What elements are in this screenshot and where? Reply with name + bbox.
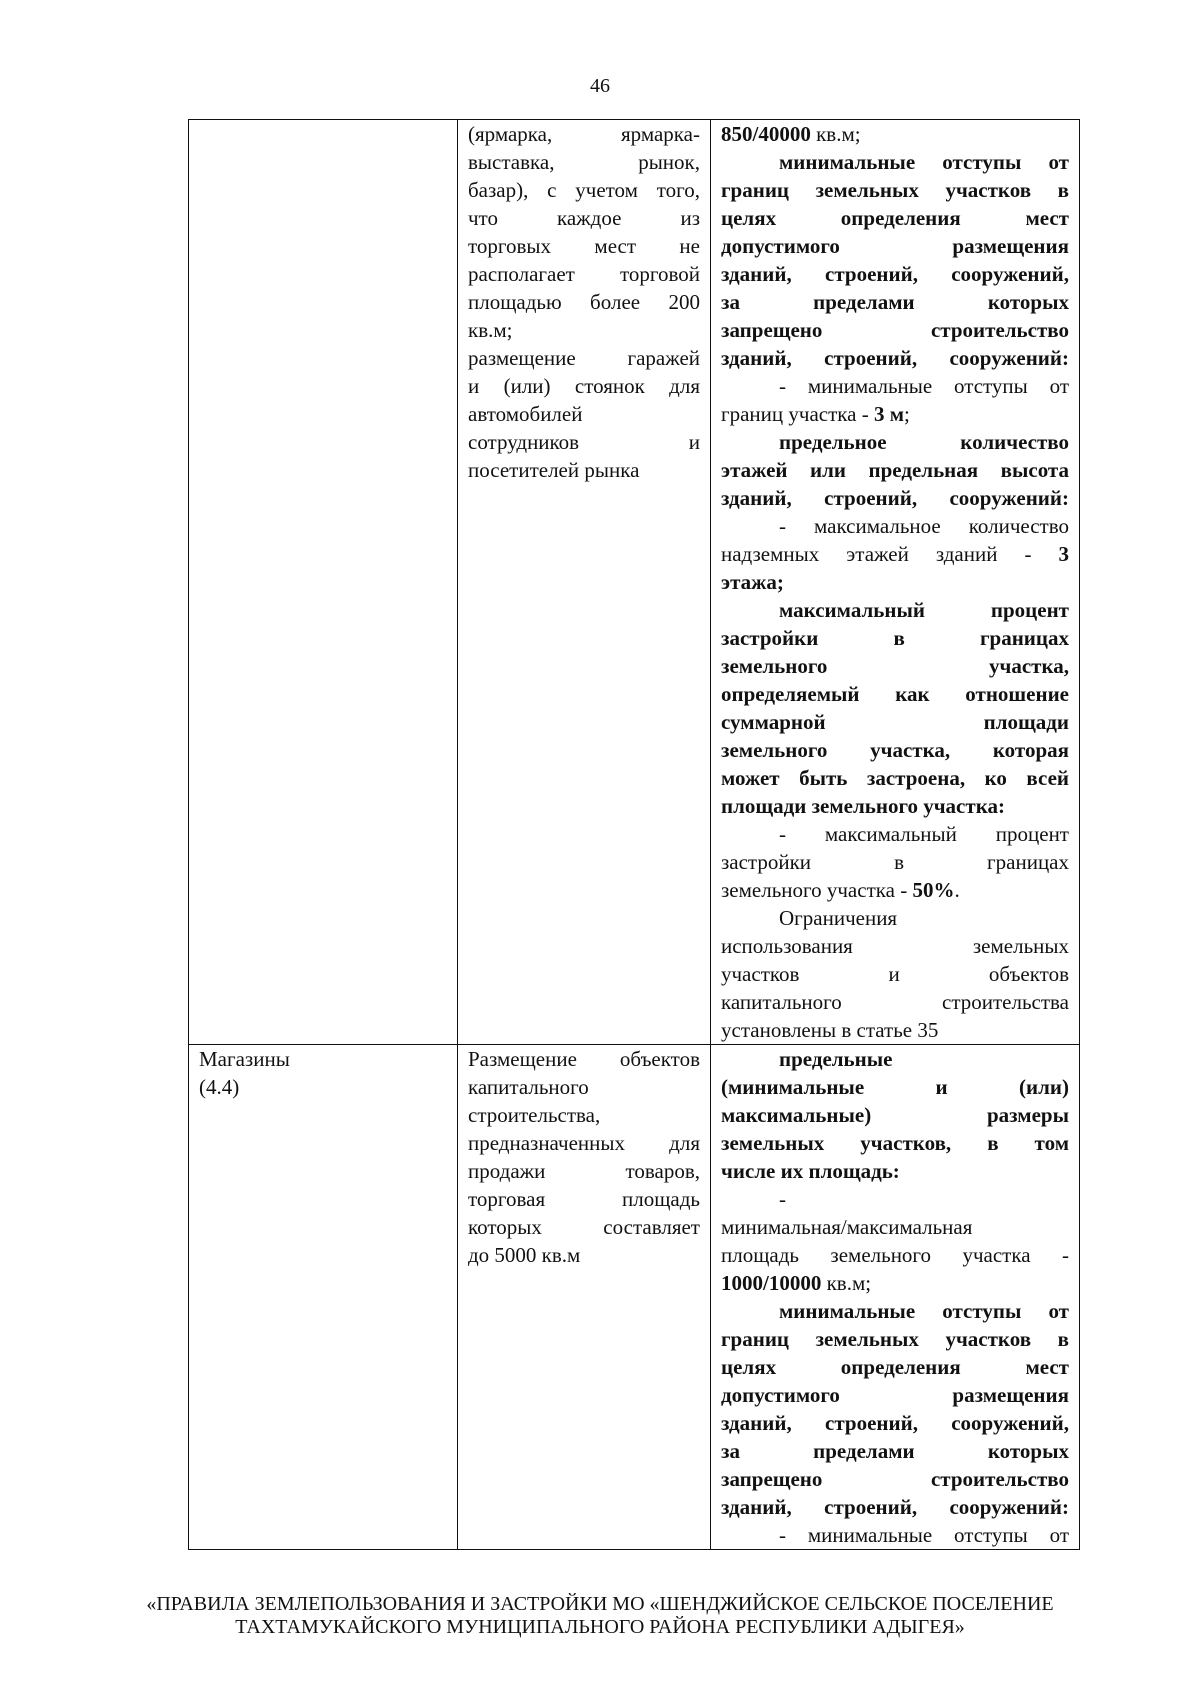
use-description-cell xyxy=(458,1045,711,1550)
text-line xyxy=(721,1045,1069,1073)
text-line: торговая площадь xyxy=(468,1187,700,1211)
text-line xyxy=(721,512,1069,540)
bold-text: застройки в границах xyxy=(721,626,1069,650)
text-line xyxy=(721,1465,1069,1493)
parameters-cell xyxy=(711,1045,1080,1550)
bold-text: допустимого размещения xyxy=(721,234,1069,258)
text-line: располагает торговой xyxy=(468,262,700,286)
text-line xyxy=(721,736,1069,764)
page-number: 46 xyxy=(590,75,610,97)
text-line xyxy=(721,1185,1069,1213)
bold-text: допустимого размещения xyxy=(721,1383,1069,1407)
text-span: . xyxy=(954,878,960,902)
bold-text: 3 м xyxy=(873,402,905,426)
text-span: - минимальные отступы от xyxy=(779,1523,1069,1547)
land-use-table xyxy=(188,119,1080,1550)
use-description-cell xyxy=(458,120,711,1045)
bold-text: суммарной площади xyxy=(721,710,1069,734)
text-line: площадью более 200 xyxy=(468,290,700,314)
text-line: продажи товаров, xyxy=(468,1159,700,1183)
bold-text: максимальный процент xyxy=(779,598,1069,622)
text-line xyxy=(721,204,1069,232)
text-line: которых составляет xyxy=(468,1215,700,1239)
text-line xyxy=(721,176,1069,204)
text-line xyxy=(721,988,1069,1016)
bold-text: зданий, строений, сооружений, xyxy=(721,1411,1069,1435)
text-span: застройки в границах xyxy=(721,850,1069,874)
text-line xyxy=(721,456,1069,484)
text-span: земельного участка - xyxy=(721,878,913,902)
text-line xyxy=(721,288,1069,316)
parameters-cell xyxy=(711,120,1080,1045)
text-line xyxy=(721,148,1069,176)
text-line xyxy=(721,1129,1069,1157)
footer-line: «ПРАВИЛА ЗЕМЛЕПОЛЬЗОВАНИЯ И ЗАСТРОЙКИ МО «ШЕНДЖИЙСКОЕ СЕЛЬСКОЕ ПОСЕЛЕНИЕ xyxy=(146,1593,1054,1615)
text-span: капитального строительства xyxy=(721,990,1069,1014)
text-span: ; xyxy=(904,402,910,426)
text-span: кв.м; xyxy=(821,1271,872,1295)
bold-text: земельного участка, xyxy=(721,654,1069,678)
use-type-cell xyxy=(189,1045,458,1550)
bold-text: предельное количество xyxy=(779,430,1069,454)
bold-text: 50% xyxy=(912,878,955,902)
bold-text: зданий, строений, сооружений: xyxy=(721,346,1069,370)
text-line xyxy=(721,120,1069,148)
bold-text: минимальные отступы от xyxy=(779,150,1069,174)
bold-text: этажа; xyxy=(721,570,784,594)
text-span: площадь земельного участка - xyxy=(721,1243,1069,1267)
bold-text: запрещено строительство xyxy=(721,318,1069,342)
text-line: и (или) стоянок для xyxy=(468,374,700,398)
bold-text: 850/40000 xyxy=(721,122,811,146)
text-span: минимальная/максимальная xyxy=(721,1215,973,1239)
text-line xyxy=(721,904,1069,932)
text-line: автомобилей xyxy=(468,402,583,426)
text-line xyxy=(721,820,1069,848)
bold-text: границ земельных участков в xyxy=(721,178,1069,202)
text-span: Ограничения xyxy=(779,906,898,930)
text-line xyxy=(721,848,1069,876)
text-line xyxy=(721,428,1069,456)
text-line xyxy=(721,960,1069,988)
bold-text: за пределами которых xyxy=(721,1439,1069,1463)
text-line: (4.4) xyxy=(199,1075,240,1099)
document-footer xyxy=(0,1593,1200,1639)
text-span: - максимальный процент xyxy=(779,822,1069,846)
bold-text: целях определения мест xyxy=(721,1355,1069,1379)
bold-text: минимальные отступы от xyxy=(779,1299,1069,1323)
bold-text: границ земельных участков в xyxy=(721,1327,1069,1351)
text-line xyxy=(721,484,1069,512)
text-line xyxy=(721,372,1069,400)
text-line: (ярмарка, ярмарка- xyxy=(468,122,700,146)
bold-text: 1000/10000 xyxy=(721,1271,822,1295)
text-line xyxy=(721,568,1069,596)
bold-text: зданий, строений, сооружений, xyxy=(721,262,1069,286)
text-line xyxy=(721,932,1069,960)
bold-text: определяемый как отношение xyxy=(721,682,1069,706)
bold-text: числе их площадь: xyxy=(721,1159,900,1183)
text-line xyxy=(721,1297,1069,1325)
bold-text: зданий, строений, сооружений: xyxy=(721,486,1069,510)
text-span: использования земельных xyxy=(721,934,1069,958)
text-line: капитального xyxy=(468,1075,589,1099)
text-line xyxy=(721,316,1069,344)
text-line xyxy=(721,1353,1069,1381)
text-span: - минимальные отступы от xyxy=(779,374,1069,398)
bold-text: (минимальные и (или) xyxy=(721,1075,1069,1099)
text-line xyxy=(721,1269,1069,1297)
text-line: выставка, рынок, xyxy=(468,150,700,174)
table-row xyxy=(189,120,1080,1045)
text-line: Магазины xyxy=(199,1047,290,1071)
text-line xyxy=(721,1241,1069,1269)
text-line xyxy=(721,652,1069,680)
text-line xyxy=(721,596,1069,624)
text-line xyxy=(721,1101,1069,1129)
text-line xyxy=(721,708,1069,736)
bold-text: может быть застроена, ко всей xyxy=(721,766,1069,790)
bold-text: целях определения мест xyxy=(721,206,1069,230)
bold-text: запрещено строительство xyxy=(721,1467,1069,1491)
bold-text: максимальные) размеры xyxy=(721,1103,1069,1127)
text-line xyxy=(721,1437,1069,1465)
text-span: установлены в статье 35 xyxy=(721,1018,939,1042)
bold-text: за пределами которых xyxy=(721,290,1069,314)
text-span: - максимальное количество xyxy=(779,514,1069,538)
text-line: Размещение объектов xyxy=(468,1047,700,1071)
text-line: торговых мест не xyxy=(468,234,700,258)
text-line xyxy=(721,1157,1069,1185)
text-line xyxy=(721,260,1069,288)
text-line xyxy=(721,1073,1069,1101)
text-line xyxy=(721,1325,1069,1353)
text-line xyxy=(721,1521,1069,1549)
text-line: базар), с учетом того, xyxy=(468,178,700,202)
use-type-cell xyxy=(189,120,458,1045)
text-line xyxy=(721,1016,1069,1044)
text-span: кв.м; xyxy=(810,122,861,146)
bold-text: земельных участков, в том xyxy=(721,1131,1069,1155)
text-line xyxy=(721,1381,1069,1409)
footer-line: ТАХТАМУКАЙСКОГО МУНИЦИПАЛЬНОГО РАЙОНА РЕСПУБЛИКИ АДЫГЕЯ» xyxy=(235,1616,965,1638)
table-row xyxy=(189,1045,1080,1550)
bold-text: площади земельного участка: xyxy=(721,794,1005,818)
text-line xyxy=(721,400,1069,428)
text-line xyxy=(721,1493,1069,1521)
text-line: посетителей рынка xyxy=(468,458,640,482)
text-line: размещение гаражей xyxy=(468,346,700,370)
bold-text: 3 xyxy=(1058,542,1069,566)
text-line xyxy=(721,1213,1069,1241)
text-line xyxy=(721,792,1069,820)
bold-text: земельного участка, которая xyxy=(721,738,1069,762)
bold-text: зданий, строений, сооружений: xyxy=(721,1495,1069,1519)
text-line: кв.м; xyxy=(468,318,513,342)
text-line xyxy=(721,680,1069,708)
text-span: участков и объектов xyxy=(721,962,1069,986)
text-line: предназначенных для xyxy=(468,1131,700,1155)
text-line xyxy=(721,232,1069,260)
text-line: что каждое из xyxy=(468,206,700,230)
text-span: надземных этажей зданий - xyxy=(721,542,1059,566)
text-line xyxy=(721,876,1069,904)
bold-text: этажей или предельная высота xyxy=(721,458,1069,482)
text-line xyxy=(721,344,1069,372)
text-span: границ участка - xyxy=(721,402,874,426)
text-span: - xyxy=(779,1187,786,1211)
bold-text: предельные xyxy=(779,1047,893,1071)
text-line: до 5000 кв.м xyxy=(468,1243,581,1267)
text-line xyxy=(721,540,1069,568)
text-line xyxy=(721,624,1069,652)
text-line: строительства, xyxy=(468,1103,601,1127)
text-line xyxy=(721,764,1069,792)
text-line xyxy=(721,1409,1069,1437)
text-line: сотрудников и xyxy=(468,430,700,454)
